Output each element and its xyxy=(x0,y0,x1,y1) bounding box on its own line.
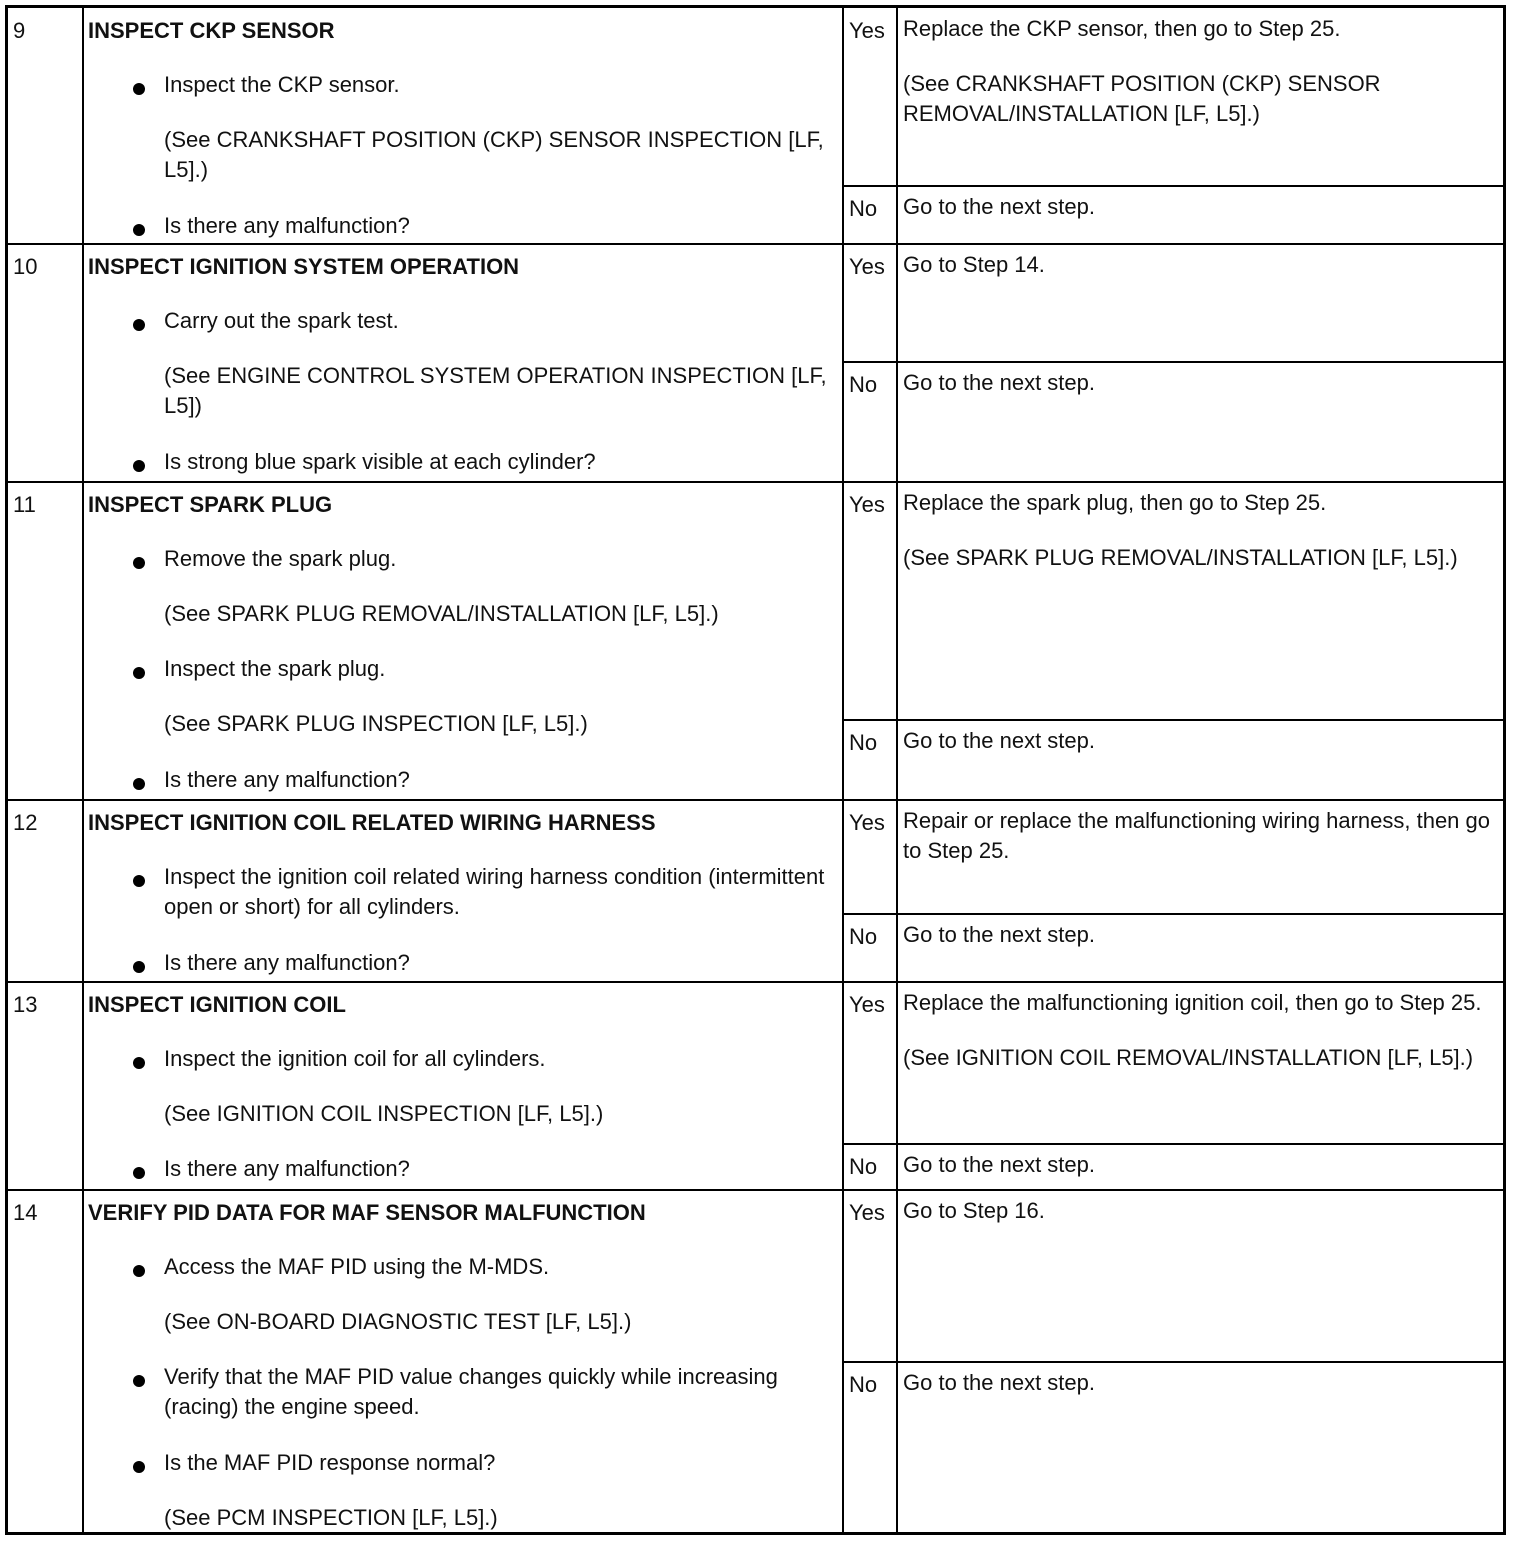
no-label: No xyxy=(849,730,878,755)
bullet-icon xyxy=(133,1057,145,1069)
yes-label: Yes xyxy=(849,1200,885,1225)
row-divider xyxy=(8,243,1503,245)
check-item: Is there any malfunction? xyxy=(164,1156,410,1181)
check-item: Is there any malfunction? xyxy=(164,213,410,238)
bullet-icon xyxy=(133,667,145,679)
table-row xyxy=(8,244,1503,482)
no-label: No xyxy=(849,372,878,397)
row-divider xyxy=(8,981,1503,983)
action-text: Go to the next step. xyxy=(903,1152,1096,1177)
step-title: INSPECT CKP SENSOR xyxy=(88,18,335,43)
no-action xyxy=(903,192,1503,247)
bullet-icon xyxy=(133,1265,145,1277)
action-text: Replace the spark plug, then go to Step 25. xyxy=(903,490,1327,515)
check-item: Is there any malfunction? xyxy=(164,767,410,792)
no-action xyxy=(903,920,1503,975)
check-item: Access the MAF PID using the M-MDS. xyxy=(164,1254,550,1279)
yes-action xyxy=(903,250,1503,305)
step-number: 12 xyxy=(13,810,38,835)
answer-divider xyxy=(842,361,1503,363)
action-text: Go to the next step. xyxy=(903,922,1096,947)
bullet-icon xyxy=(133,224,145,236)
table-row xyxy=(8,800,1503,982)
action-text: Replace the CKP sensor, then go to Step 25. xyxy=(903,16,1341,41)
action-text: (See CRANKSHAFT POSITION (CKP) SENSOR REMOVAL/INSTALLATION [LF, L5].) xyxy=(903,71,1381,126)
yes-action xyxy=(903,14,1503,154)
row-divider xyxy=(8,1189,1503,1191)
row-divider xyxy=(8,481,1503,483)
table-row xyxy=(8,982,1503,1190)
reference-text: (See IGNITION COIL INSPECTION [LF, L5].) xyxy=(164,1101,604,1126)
check-item: Inspect the ignition coil related wiring harness condition (intermittent open or short) for all cylinders. xyxy=(164,864,825,919)
no-label: No xyxy=(849,924,878,949)
step-number: 9 xyxy=(13,18,26,43)
check-item: Verify that the MAF PID value changes quickly while increasing (racing) the engine speed. xyxy=(164,1364,778,1419)
bullet-icon xyxy=(133,778,145,790)
action-text: Go to the next step. xyxy=(903,370,1096,395)
reference-text: (See SPARK PLUG REMOVAL/INSTALLATION [LF, L5].) xyxy=(164,601,719,626)
step-number: 10 xyxy=(13,254,38,279)
answer-divider xyxy=(842,1143,1503,1145)
check-item: Inspect the CKP sensor. xyxy=(164,72,400,97)
answer-divider xyxy=(842,913,1503,915)
step-number: 13 xyxy=(13,992,38,1017)
check-item: Is there any malfunction? xyxy=(164,950,410,975)
check-item: Remove the spark plug. xyxy=(164,546,397,571)
table-row xyxy=(8,8,1503,244)
reference-text: (See ON-BOARD DIAGNOSTIC TEST [LF, L5].) xyxy=(164,1309,632,1334)
yes-action xyxy=(903,988,1503,1098)
yes-label: Yes xyxy=(849,18,885,43)
step-title: VERIFY PID DATA FOR MAF SENSOR MALFUNCTION xyxy=(88,1200,646,1225)
step-title: INSPECT SPARK PLUG xyxy=(88,492,333,517)
table-row xyxy=(8,482,1503,800)
no-action xyxy=(903,1368,1503,1423)
no-label: No xyxy=(849,1154,878,1179)
step-number: 14 xyxy=(13,1200,38,1225)
answer-divider xyxy=(842,185,1503,187)
answer-divider xyxy=(842,719,1503,721)
action-text: Go to the next step. xyxy=(903,728,1096,753)
step-title: INSPECT IGNITION COIL RELATED WIRING HARNESS xyxy=(88,810,656,835)
bullet-icon xyxy=(133,319,145,331)
reference-text: (See ENGINE CONTROL SYSTEM OPERATION INSPECTION [LF, L5]) xyxy=(164,363,827,418)
check-item: Inspect the ignition coil for all cylinders. xyxy=(164,1046,546,1071)
action-text: (See SPARK PLUG REMOVAL/INSTALLATION [LF, L5].) xyxy=(903,545,1458,570)
yes-label: Yes xyxy=(849,254,885,279)
reference-text: (See PCM INSPECTION [LF, L5].) xyxy=(164,1505,498,1530)
action-text: Go to Step 14. xyxy=(903,252,1045,277)
check-item: Inspect the spark plug. xyxy=(164,656,386,681)
no-label: No xyxy=(849,1372,878,1397)
yes-action xyxy=(903,1196,1503,1251)
yes-action xyxy=(903,488,1503,598)
no-action xyxy=(903,368,1503,423)
bullet-icon xyxy=(133,961,145,973)
bullet-icon xyxy=(133,83,145,95)
answer-divider xyxy=(842,1361,1503,1363)
bullet-icon xyxy=(133,875,145,887)
yes-label: Yes xyxy=(849,492,885,517)
yes-label: Yes xyxy=(849,992,885,1017)
check-item: Carry out the spark test. xyxy=(164,308,399,333)
bullet-icon xyxy=(133,1375,145,1387)
row-divider xyxy=(8,799,1503,801)
action-text: Go to the next step. xyxy=(903,194,1096,219)
reference-text: (See CRANKSHAFT POSITION (CKP) SENSOR INSPECTION [LF, L5].) xyxy=(164,127,824,182)
action-text: Repair or replace the malfunctioning wiring harness, then go to Step 25. xyxy=(903,808,1490,863)
action-text: Replace the malfunctioning ignition coil, then go to Step 25. xyxy=(903,990,1482,1015)
no-label: No xyxy=(849,196,878,221)
bullet-icon xyxy=(133,1461,145,1473)
bullet-icon xyxy=(133,557,145,569)
step-number: 11 xyxy=(13,492,36,517)
yes-action xyxy=(903,806,1503,891)
step-title: INSPECT IGNITION SYSTEM OPERATION xyxy=(88,254,520,279)
step-title: INSPECT IGNITION COIL xyxy=(88,992,346,1017)
reference-text: (See SPARK PLUG INSPECTION [LF, L5].) xyxy=(164,711,588,736)
diagnostic-table xyxy=(5,5,1506,1535)
table-row xyxy=(8,1190,1503,1538)
bullet-icon xyxy=(133,460,145,472)
action-text: Go to the next step. xyxy=(903,1370,1096,1395)
bullet-icon xyxy=(133,1167,145,1179)
action-text: (See IGNITION COIL REMOVAL/INSTALLATION [LF, L5].) xyxy=(903,1045,1474,1070)
check-item: Is strong blue spark visible at each cylinder? xyxy=(164,449,596,474)
no-action xyxy=(903,726,1503,781)
check-item: Is the MAF PID response normal? xyxy=(164,1450,496,1475)
yes-label: Yes xyxy=(849,810,885,835)
action-text: Go to Step 16. xyxy=(903,1198,1045,1223)
